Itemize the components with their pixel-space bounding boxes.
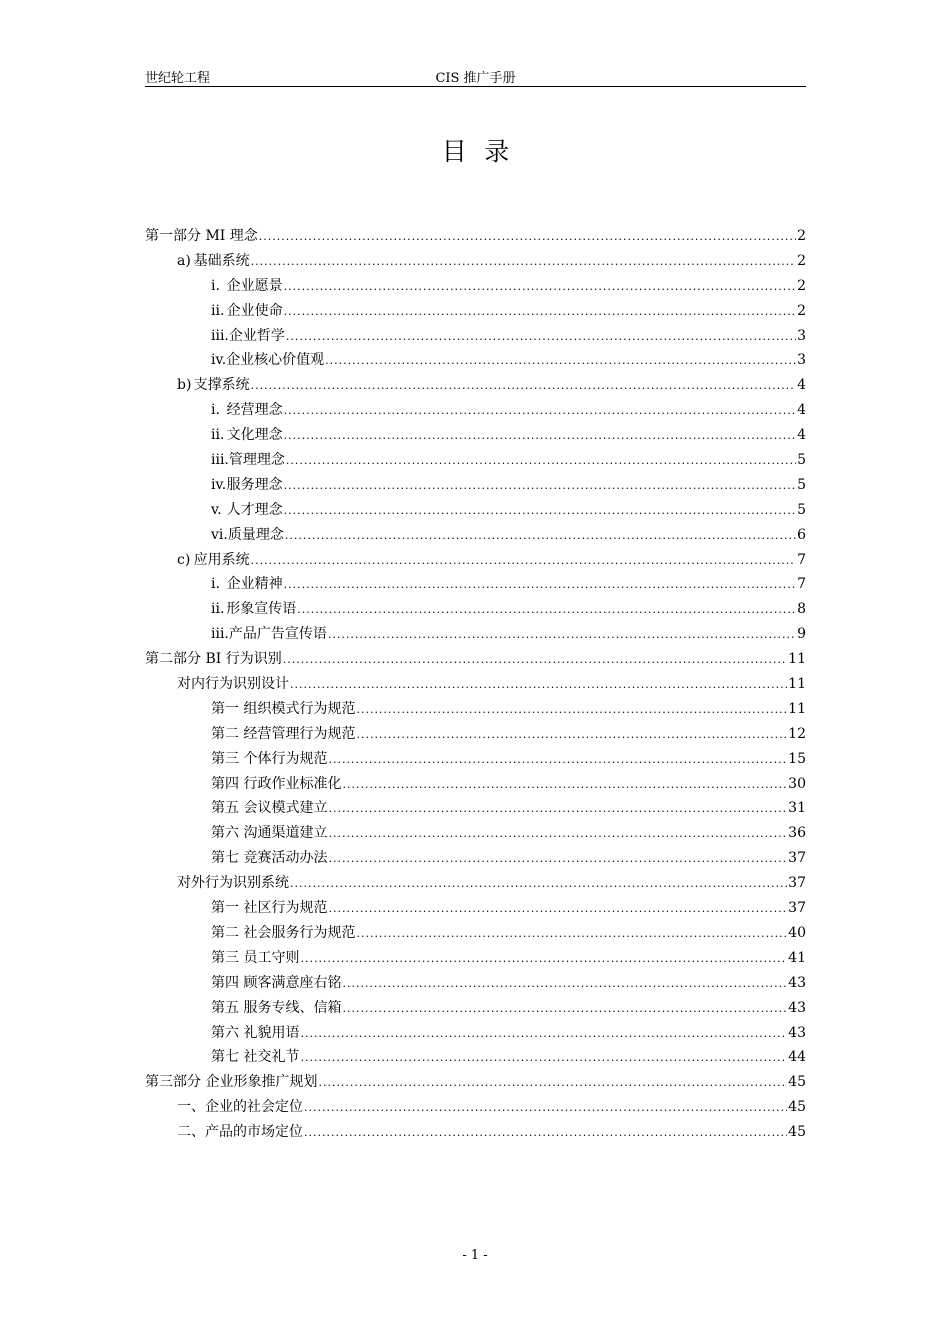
toc-entry-page: 15 bbox=[788, 750, 806, 767]
page-header bbox=[145, 66, 806, 87]
toc-entry-label: 第一 社区行为规范 bbox=[211, 900, 328, 917]
toc-entry-page: 3 bbox=[797, 327, 806, 344]
toc-entry-page: 8 bbox=[797, 601, 806, 618]
toc-entry[interactable] bbox=[145, 226, 806, 251]
toc-entry[interactable] bbox=[145, 724, 806, 749]
toc-entry-label: 第五 会议模式建立 bbox=[211, 800, 328, 817]
toc-entry-page: 5 bbox=[797, 476, 806, 493]
toc-entry-number: vi. bbox=[211, 526, 228, 543]
toc-entry-label: 对内行为识别设计 bbox=[177, 676, 289, 693]
toc-entry[interactable] bbox=[145, 699, 806, 724]
toc-entry-label: 企业精神 bbox=[226, 576, 283, 593]
toc-entry-page: 7 bbox=[797, 551, 806, 568]
toc-entry-label: 第三 员工守则 bbox=[211, 949, 300, 966]
toc-dot-leader bbox=[318, 1073, 787, 1093]
toc-entry-page: 2 bbox=[797, 302, 806, 319]
toc-entry-page: 7 bbox=[797, 576, 806, 593]
toc-entry[interactable] bbox=[145, 350, 806, 375]
toc-entry-page: 9 bbox=[797, 626, 806, 643]
toc-entry[interactable] bbox=[145, 898, 806, 923]
toc-entry-label: 经营理念 bbox=[226, 402, 283, 419]
toc-entry-number: ii. bbox=[211, 427, 225, 444]
toc-entry-number: c) bbox=[177, 551, 191, 568]
toc-dot-leader bbox=[356, 924, 787, 944]
toc-entry-label: 第三 个体行为规范 bbox=[211, 750, 328, 767]
toc-dot-leader bbox=[259, 227, 796, 247]
toc-entry-page: 31 bbox=[788, 800, 806, 817]
toc-entry-label: 第三部分 企业形象推广规划 bbox=[145, 1074, 318, 1091]
toc-entry-label: 支撑系统 bbox=[193, 377, 250, 394]
toc-entry[interactable] bbox=[145, 251, 806, 276]
toc-entry-label: 第一 组织模式行为规范 bbox=[211, 700, 356, 717]
toc-entry-label: 二、产品的市场定位 bbox=[177, 1124, 303, 1141]
toc-dot-leader bbox=[290, 874, 787, 894]
toc-entry-label: 一、企业的社会定位 bbox=[177, 1099, 303, 1116]
toc-entry-label: 基础系统 bbox=[193, 252, 250, 269]
toc-entry-label: 第四 顾客满意座右铭 bbox=[211, 974, 342, 991]
toc-dot-leader bbox=[356, 725, 787, 745]
toc-entry-page: 36 bbox=[788, 825, 806, 842]
toc-dot-leader bbox=[300, 1024, 787, 1044]
header-left-text: 世纪轮工程 bbox=[145, 71, 211, 86]
toc-dot-leader bbox=[328, 849, 787, 869]
toc-entry-label: 对外行为识别系统 bbox=[177, 875, 289, 892]
toc-entry[interactable] bbox=[145, 923, 806, 948]
toc-entry[interactable] bbox=[145, 774, 806, 799]
toc-entry[interactable] bbox=[145, 375, 806, 400]
toc-entry[interactable] bbox=[145, 649, 806, 674]
toc-dot-leader bbox=[304, 1098, 787, 1118]
toc-entry-page: 4 bbox=[797, 427, 806, 444]
toc-entry-number: ii. bbox=[211, 302, 225, 319]
toc-entry[interactable] bbox=[145, 500, 806, 525]
toc-entry-page: 37 bbox=[788, 850, 806, 867]
toc-entry[interactable] bbox=[145, 1047, 806, 1072]
toc-entry-page: 2 bbox=[797, 228, 806, 244]
toc-entry[interactable] bbox=[145, 973, 806, 998]
toc-entry-label: 文化理念 bbox=[226, 427, 283, 444]
toc-entry-label: 第六 沟通渠道建立 bbox=[211, 825, 328, 842]
toc-entry-page: 43 bbox=[788, 999, 806, 1016]
toc-entry[interactable] bbox=[145, 550, 806, 575]
toc-entry-number: i. bbox=[211, 576, 220, 593]
toc-dot-leader bbox=[325, 351, 796, 371]
toc-entry-label: 第二 社会服务行为规范 bbox=[211, 924, 356, 941]
toc-entry[interactable] bbox=[145, 749, 806, 774]
toc-entry[interactable] bbox=[145, 873, 806, 898]
toc-dot-leader bbox=[251, 551, 796, 571]
toc-dot-leader bbox=[285, 526, 796, 546]
toc-dot-leader bbox=[342, 999, 787, 1019]
toc-entry-number: iii. bbox=[211, 626, 229, 643]
toc-entry-page: 44 bbox=[788, 1049, 806, 1066]
page-footer: - 1 - bbox=[462, 1248, 488, 1263]
toc-dot-leader bbox=[251, 252, 796, 272]
toc-entry[interactable] bbox=[145, 326, 806, 351]
toc-entry-page: 41 bbox=[788, 949, 806, 966]
toc-entry-label: 产品广告宣传语 bbox=[228, 626, 327, 643]
toc-dot-leader bbox=[328, 799, 787, 819]
toc-entry-number: iv. bbox=[211, 476, 227, 493]
toc-dot-leader bbox=[328, 750, 787, 770]
toc-entry-label: 第七 社交礼节 bbox=[211, 1049, 300, 1066]
toc-entry[interactable] bbox=[145, 1023, 806, 1048]
toc-entry[interactable] bbox=[145, 276, 806, 301]
toc-dot-leader bbox=[328, 899, 787, 919]
toc-dot-leader bbox=[286, 327, 796, 347]
toc-entry[interactable] bbox=[145, 574, 806, 599]
toc-dot-leader bbox=[286, 451, 796, 471]
toc-entry-label: 第六 礼貌用语 bbox=[211, 1024, 300, 1041]
toc-entry[interactable] bbox=[145, 948, 806, 973]
toc-entry[interactable] bbox=[145, 425, 806, 450]
toc-dot-leader bbox=[290, 675, 787, 695]
toc-entry-label: 企业愿景 bbox=[226, 277, 283, 294]
toc-dot-leader bbox=[297, 600, 796, 620]
toc-dot-leader bbox=[283, 650, 787, 670]
toc-entry[interactable] bbox=[145, 475, 806, 500]
toc-entry[interactable] bbox=[145, 798, 806, 823]
toc-entry[interactable] bbox=[145, 823, 806, 848]
toc-entry-page: 2 bbox=[797, 277, 806, 294]
toc-dot-leader bbox=[300, 1048, 787, 1068]
toc-entry-label: 管理理念 bbox=[228, 452, 285, 469]
toc-entry[interactable] bbox=[145, 848, 806, 873]
toc-entry-label: 第二 经营管理行为规范 bbox=[211, 725, 356, 742]
toc-entry-page: 11 bbox=[788, 676, 806, 693]
toc-entry-page: 45 bbox=[788, 1099, 806, 1116]
toc-dot-leader bbox=[284, 426, 796, 446]
toc-entry-page: 12 bbox=[788, 725, 806, 742]
toc-entry-label: 第四 行政作业标准化 bbox=[211, 775, 342, 792]
toc-dot-leader bbox=[300, 949, 787, 969]
toc-dot-leader bbox=[328, 625, 796, 645]
toc-entry-label: 第五 服务专线、信箱 bbox=[211, 999, 342, 1016]
toc-entry[interactable] bbox=[145, 525, 806, 550]
toc-entry-label: 企业使命 bbox=[226, 302, 283, 319]
toc-entry-page: 5 bbox=[797, 501, 806, 518]
toc-entry-label: 第一部分 MI 理念 bbox=[145, 228, 258, 244]
toc-entry-page: 3 bbox=[797, 352, 806, 369]
toc-entry[interactable] bbox=[145, 674, 806, 699]
toc-entry-page: 5 bbox=[797, 452, 806, 469]
toc-entry-label: 企业哲学 bbox=[228, 327, 285, 344]
toc-entry-label: 应用系统 bbox=[193, 551, 250, 568]
toc-dot-leader bbox=[284, 575, 796, 595]
toc-entry-page: 6 bbox=[797, 526, 806, 543]
toc-dot-leader bbox=[328, 824, 787, 844]
toc-dot-leader bbox=[251, 376, 796, 396]
toc-entry-number: i. bbox=[211, 277, 220, 294]
toc-entry-number: b) bbox=[177, 377, 192, 394]
toc-entry-number: iii. bbox=[211, 327, 229, 344]
toc-entry-number: ii. bbox=[211, 601, 225, 618]
toc-entry-label: 人才理念 bbox=[226, 501, 283, 518]
toc-entry-page: 11 bbox=[788, 651, 806, 668]
toc-entry[interactable] bbox=[145, 301, 806, 326]
toc-entry[interactable] bbox=[145, 1072, 806, 1097]
toc-dot-leader bbox=[342, 775, 787, 795]
toc-entry-page: 45 bbox=[788, 1124, 806, 1141]
toc-entry[interactable] bbox=[145, 400, 806, 425]
toc-dot-leader bbox=[342, 974, 787, 994]
toc-entry-label: 第二部分 BI 行为识别 bbox=[145, 651, 282, 668]
toc-entry[interactable] bbox=[145, 998, 806, 1023]
toc-dot-leader bbox=[284, 476, 796, 496]
toc-entry-page: 30 bbox=[788, 775, 806, 792]
header-center-text: CIS 推广手册 bbox=[435, 71, 516, 86]
toc-entry-page: 45 bbox=[788, 1074, 806, 1091]
toc-dot-leader bbox=[284, 501, 796, 521]
toc-entry[interactable] bbox=[145, 624, 806, 649]
toc-entry-label: 第七 竞赛活动办法 bbox=[211, 850, 328, 867]
toc-entry-page: 4 bbox=[797, 377, 806, 394]
toc-entry-number: iv. bbox=[211, 352, 227, 369]
toc-entry[interactable] bbox=[145, 599, 806, 624]
toc-entry-page: 43 bbox=[788, 974, 806, 991]
toc-title: 目录 bbox=[441, 137, 527, 166]
toc-entry-page: 4 bbox=[797, 402, 806, 419]
toc-entry[interactable] bbox=[145, 1122, 806, 1147]
toc-dot-leader bbox=[284, 401, 796, 421]
toc-entry[interactable] bbox=[145, 450, 806, 475]
toc-entry-number: v. bbox=[211, 501, 222, 518]
toc-entry[interactable] bbox=[145, 1097, 806, 1122]
toc-dot-leader bbox=[356, 700, 787, 720]
toc-dot-leader bbox=[284, 277, 796, 297]
toc-entry-label: 形象宣传语 bbox=[226, 601, 297, 618]
toc-entry-number: iii. bbox=[211, 452, 229, 469]
toc-entry-label: 服务理念 bbox=[226, 476, 283, 493]
toc-entry-number: a) bbox=[177, 252, 191, 269]
toc-entry-label: 质量理念 bbox=[227, 526, 284, 543]
toc-entry-page: 37 bbox=[788, 875, 806, 892]
table-of-contents bbox=[145, 226, 806, 1147]
toc-dot-leader bbox=[304, 1123, 787, 1143]
toc-dot-leader bbox=[284, 302, 796, 322]
toc-entry-page: 40 bbox=[788, 924, 806, 941]
toc-entry-page: 11 bbox=[788, 700, 806, 717]
toc-entry-page: 2 bbox=[797, 252, 806, 269]
toc-entry-number: i. bbox=[211, 402, 220, 419]
toc-entry-page: 37 bbox=[788, 900, 806, 917]
toc-entry-page: 43 bbox=[788, 1024, 806, 1041]
toc-entry-label: 企业核心价值观 bbox=[226, 352, 325, 369]
